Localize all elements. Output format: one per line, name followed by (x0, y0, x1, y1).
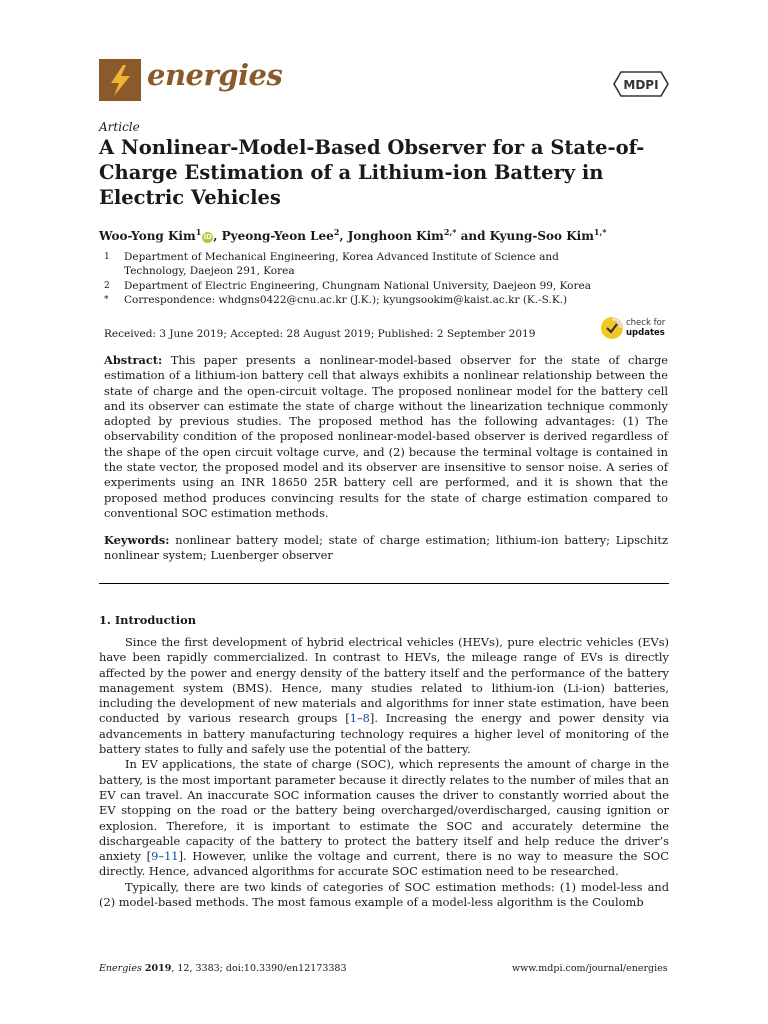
paper-title: A Nonlinear-Model-Based Observer for a State-of-Charge Estimation of a Lithium-ion Battery in Electric Vehicles (99, 136, 645, 209)
footer-url[interactable]: www.mdpi.com/journal/energies (512, 963, 668, 974)
abstract (104, 353, 668, 521)
citation-link[interactable]: 8 (362, 711, 370, 726)
affiliation-text: Department of Electric Engineering, Chungnam National University, Daejeon 99, Korea (124, 280, 591, 292)
check-updates-icon (600, 316, 624, 340)
journal-name: energies (147, 58, 283, 92)
article-type: Article (99, 120, 140, 134)
paragraph (99, 757, 669, 879)
keywords-text: nonlinear battery model; state of charge estimation; lithium-ion battery; Lipschitz nonlinear system; Luenberger observer (104, 533, 668, 563)
abstract-label: Abstract: (104, 353, 163, 367)
author-affiliation-mark: 1 (195, 227, 202, 237)
keywords (104, 533, 668, 564)
affiliation-text: Department of Mechanical Engineering, Korea Advanced Institute of Science and Technology, Daejeon 291, Korea (124, 251, 559, 277)
section-heading: 1. Introduction (99, 613, 196, 627)
citation-dash: – (356, 711, 363, 726)
journal-logo (99, 59, 141, 101)
paragraph-text: Typically, there are two kinds of categories of SOC estimation methods: (1) model-less and (2) model-based methods. The most famous example of a model-less algorithm is the Coulomb (99, 879, 669, 910)
author-separator: , (213, 229, 222, 243)
author-affiliation-mark: 2 (333, 227, 340, 237)
section-divider (99, 583, 669, 584)
affiliation-mark: * (104, 295, 109, 305)
author-name: Jonghoon Kim (347, 229, 444, 243)
footer-journal: Energies (99, 963, 142, 974)
author-separator: , (339, 229, 348, 243)
affiliation-1 (104, 250, 624, 278)
check-updates-line1: check for (626, 318, 666, 328)
citation-link[interactable]: 11 (164, 849, 179, 864)
paragraph-text: In EV applications, the state of charge (SOC), which represents the amount of charge in the battery, is the most important parameter because it directly relates to the number of miles that an EV can travel. An inaccurate SOC information causes the driver to constantly worried about the EV stopping on the road or the battery being overcharged/overdischarged, causing ignition or explosion. Therefore, it is important to estimate the SOC and accurately determine the dischargeable capacity of the battery to protect the battery itself and help reduce the driver’s anxiety [ (99, 757, 669, 864)
publication-dates: Received: 3 June 2019; Accepted: 28 August 2019; Published: 2 September 2019 (104, 328, 536, 340)
author-list (99, 227, 606, 243)
author-name: Woo-Yong Kim (99, 229, 196, 243)
lightning-bolt-icon (99, 59, 141, 101)
paragraph-text: ]. However, unlike the voltage and current, there is no way to measure the SOC directly. Hence, advanced algorithms for accurate SOC estimation need to be researched. (99, 849, 669, 879)
author-name: Pyeong-Yeon Lee (221, 229, 334, 243)
author-separator: and (456, 229, 490, 243)
check-for-updates-badge[interactable] (600, 316, 672, 342)
affiliation-mark: 1 (104, 252, 110, 262)
paragraph-text: ]. Increasing the energy and power density via advancements in battery manufacturing technology requires a higher level of monitoring of the battery states to fully and safely use the potential of the battery. (99, 711, 669, 757)
mdpi-logo (613, 70, 669, 98)
paragraph (99, 880, 669, 911)
author-affiliation-mark: 2,* (443, 227, 457, 237)
check-updates-line2: updates (626, 328, 665, 338)
publisher-name: MDPI (623, 78, 659, 92)
author-affiliation-mark: 1,* (593, 227, 607, 237)
paragraph (99, 635, 669, 757)
orcid-icon[interactable]: iD (203, 233, 212, 241)
correspondence (104, 293, 624, 307)
introduction-body (99, 635, 669, 910)
author-name: Kyung-Soo Kim (489, 229, 594, 243)
footer-doi: , 12, 3383; doi:10.3390/en12173383 (171, 963, 347, 974)
citation-link[interactable]: 1 (349, 711, 357, 726)
citation-dash: – (158, 849, 165, 864)
paragraph-text: Since the first development of hybrid electrical vehicles (HEVs), pure electric vehicles (EVs) have been rapidly commercialized. In contrast to HEVs, the mileage range of EVs is directly affected by the power and energy density of the battery itself and the performance of the battery management system (BMS). Hence, many studies related to lithium-ion (Li-ion) batteries, including the development of new materials and algorithms for inner state estimation, have been conducted by various research groups [ (99, 635, 669, 726)
footer-year: 2019 (144, 963, 172, 974)
footer-citation (99, 963, 347, 974)
keywords-label: Keywords: (104, 533, 170, 547)
citation-link[interactable]: 9 (151, 849, 159, 864)
affiliation-mark: 2 (104, 281, 110, 291)
abstract-text: This paper presents a nonlinear-model-based observer for the state of charge estimation of a lithium-ion battery cell that always exhibits a nonlinear relationship between the state of charge and the open-circuit voltage. The proposed nonlinear model for the battery cell and its observer can estimate the state of charge without the linearization technique commonly adopted by previous studies. The proposed method has the following advantages: (1) The observability condition of the proposed nonlinear-model-based observer is derived regardless of the shape of the open circuit voltage curve, and (2) because the terminal voltage is contained in the state vector, the proposed model and its observer are insensitive to sensor noise. A series of experiments using an INR 18650 25R battery cell are performed, and it is shown that the proposed method produces convincing results for the state of charge estimation compared to conventional SOC estimation methods. (104, 353, 668, 520)
correspondence-text[interactable]: Correspondence: whdgns0422@cnu.ac.kr (J.K.); kyungsookim@kaist.ac.kr (K.-S.K.) (124, 294, 568, 306)
affiliation-2 (104, 279, 624, 293)
